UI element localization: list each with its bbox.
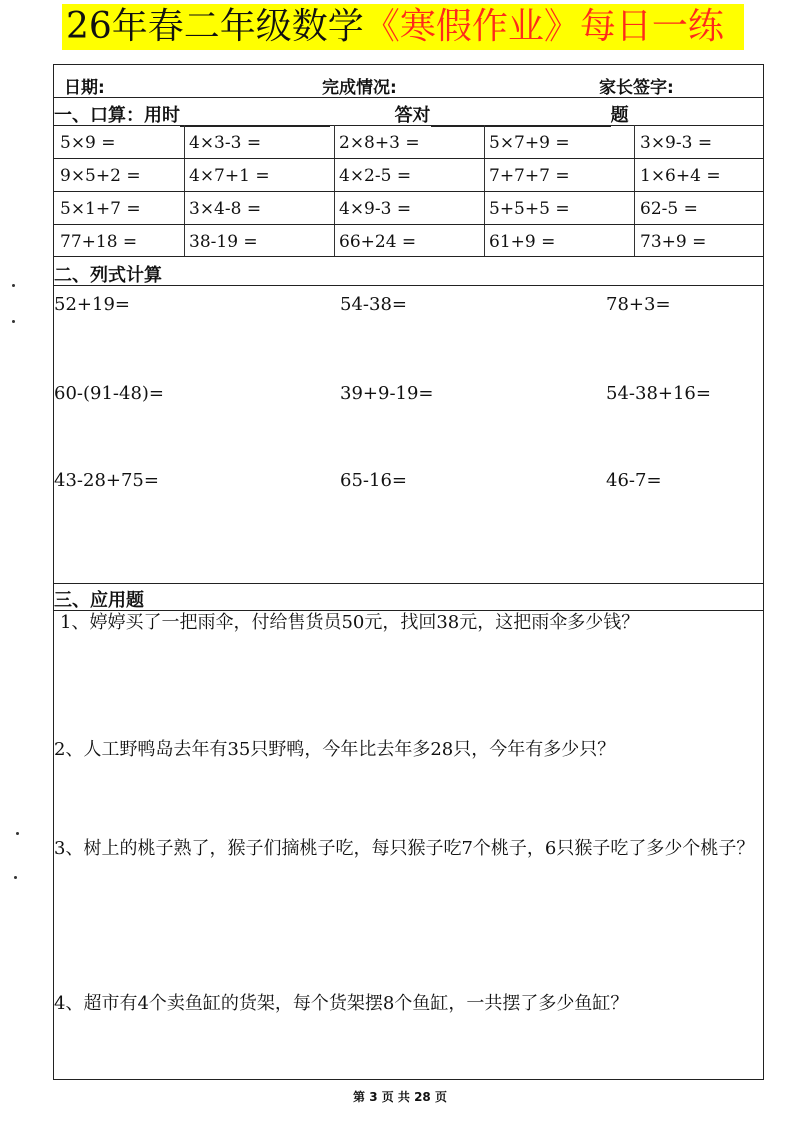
correct-label: 答对 <box>394 105 431 126</box>
oral-problem: 9×5+2 = <box>60 166 141 186</box>
section2-heading: 二、列式计算 <box>54 265 162 286</box>
calc-problem: 60-(91-48)= <box>54 383 165 404</box>
section3-heading: 三、应用题 <box>54 590 144 611</box>
oral-problem: 5×9 = <box>60 133 116 153</box>
grid-line <box>54 224 763 225</box>
oral-problem: 5+5+5 = <box>489 199 570 219</box>
section1-title: 一、口算：用时 <box>54 105 180 126</box>
oral-problem: 77+18 = <box>60 232 138 252</box>
date-label: 日期: <box>64 78 105 98</box>
oral-problem: 4×7+1 = <box>189 166 270 186</box>
calc-problem: 54-38+16= <box>606 383 711 404</box>
oral-problem: 4×3-3 = <box>189 133 262 153</box>
calc-problem: 54-38= <box>340 294 407 315</box>
oral-problem: 62-5 = <box>640 199 698 219</box>
oral-problem: 1×6+4 = <box>640 166 721 186</box>
oral-problem: 66+24 = <box>339 232 417 252</box>
word-problem: 3、树上的桃子熟了，猴子们摘桃子吃，每只猴子吃7个桃子，6只猴子吃了多少个桃子？ <box>54 838 755 859</box>
oral-problem: 4×2-5 = <box>339 166 412 186</box>
calc-problem: 39+9-19= <box>340 383 434 404</box>
page-footer: 第 3 页 共 28 页 <box>353 1090 447 1104</box>
word-problem: 2、人工野鸭岛去年有35只野鸭，今年比去年多28只，今年有多少只？ <box>54 739 616 760</box>
word-problem: 1、婷婷买了一把雨伞，付给售货员50元，找回38元，这把雨伞多少钱？ <box>60 612 640 633</box>
margin-mark <box>12 284 15 287</box>
oral-problem: 61+9 = <box>489 232 556 252</box>
oral-problem: 5×7+9 = <box>489 133 570 153</box>
section1-heading <box>54 101 629 127</box>
calc-problem: 52+19= <box>54 294 130 315</box>
calc-problem: 65-16= <box>340 470 407 491</box>
margin-mark <box>16 832 19 835</box>
oral-problem: 38-19 = <box>189 232 258 252</box>
worksheet <box>53 64 764 1080</box>
grid-line <box>54 158 763 159</box>
status-label: 完成情况: <box>322 78 397 98</box>
oral-problem: 73+9 = <box>640 232 707 252</box>
calc-problem: 46-7= <box>606 470 662 491</box>
divider <box>54 256 763 257</box>
oral-problem: 4×9-3 = <box>339 199 412 219</box>
oral-problem: 5×1+7 = <box>60 199 141 219</box>
oral-problem: 3×4-8 = <box>189 199 262 219</box>
calc-problem: 43-28+75= <box>54 470 159 491</box>
parent-signature-label: 家长签字: <box>599 78 674 98</box>
calc-problem: 78+3= <box>606 294 671 315</box>
divider <box>54 583 763 584</box>
divider <box>54 125 763 126</box>
title-banner <box>62 4 744 50</box>
grid-line <box>54 191 763 192</box>
margin-mark <box>14 876 17 879</box>
margin-mark <box>12 320 15 323</box>
oral-problem: 3×9-3 = <box>640 133 713 153</box>
oral-problem: 7+7+7 = <box>489 166 570 186</box>
unit-label: 题 <box>610 105 629 126</box>
divider <box>54 97 763 98</box>
divider <box>54 285 763 286</box>
oral-problem: 2×8+3 = <box>339 133 420 153</box>
word-problem: 4、超市有4个卖鱼缸的货架，每个货架摆8个鱼缸，一共摆了多少鱼缸？ <box>54 993 629 1014</box>
title-main: 26年春二年级数学 <box>66 6 364 47</box>
title-highlight: 《寒假作业》每日一练 <box>363 6 724 47</box>
